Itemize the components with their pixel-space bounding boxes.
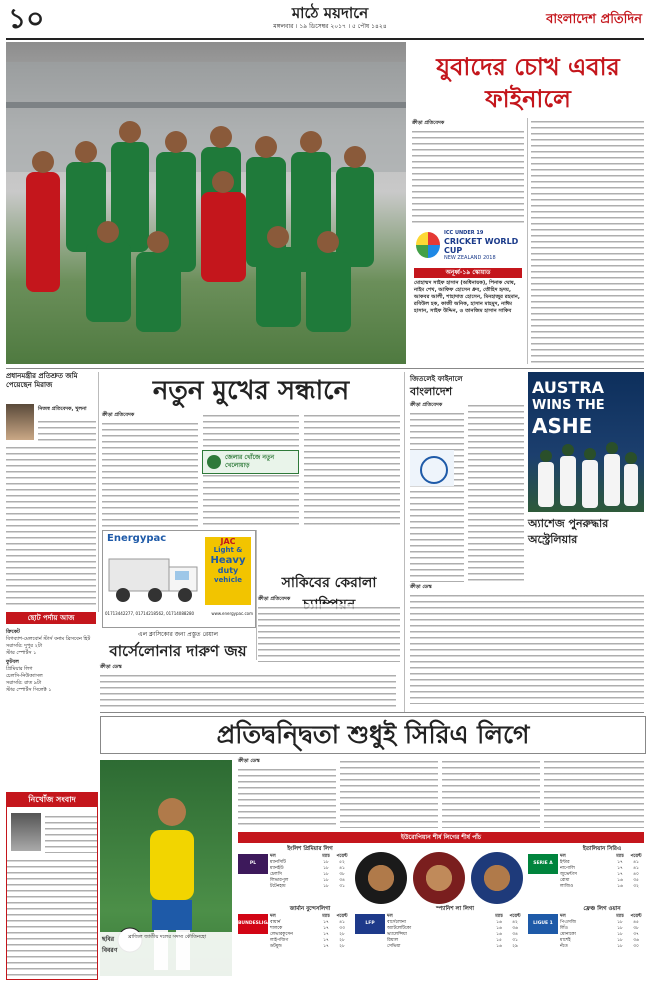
new-faces-byline: ক্রীড়া প্রতিবেদক (102, 412, 135, 418)
player-photo-2 (413, 852, 465, 904)
table-cell: ১৮ (617, 944, 623, 949)
ad-tag-3: duty (217, 566, 239, 575)
table-cell: ৩০ (633, 944, 639, 949)
table-cell: ৩৫ (633, 878, 639, 883)
clasico-byline: ক্রীড়া ডেস্ক (100, 664, 122, 670)
ashes-body (410, 584, 644, 704)
ad-tag-1: Light & (213, 546, 243, 554)
table-cell: ১৭ (323, 938, 329, 943)
table-cell: ৩২ (633, 884, 639, 889)
photo-caption (100, 932, 232, 976)
energypac-ad[interactable] (102, 530, 256, 628)
table-cell: ১৭ (617, 872, 623, 877)
missing-title: নিখোঁজ সংবাদ (7, 793, 97, 807)
lead-body-text-2 (531, 118, 644, 364)
table-cell: ১৬ (496, 920, 502, 925)
final-byline: ক্রীড়া প্রতিবেদক (410, 402, 443, 408)
table-cell: ১৬ (496, 944, 502, 949)
table-cell: ৩১ (339, 884, 345, 889)
table-cell: লাজিও (560, 884, 574, 889)
logo-sub: NEW ZEALAND 2018 (444, 255, 496, 261)
table-cell: বার্সেলোনা (387, 920, 407, 925)
miraj-photo (6, 404, 34, 440)
table-cell: ১৮ (617, 938, 623, 943)
table-cell: ১৫ (496, 938, 502, 943)
table-cell: লিঁও (560, 926, 568, 931)
header-cell: ম্যাচ (322, 854, 330, 859)
tv-schedule-title: ছোট পর্দায় আজ (6, 612, 96, 624)
minister-story (6, 372, 96, 608)
clasico-body (100, 664, 396, 708)
caption-text: ব্রাজিল জাতীয় দলের সদস্য কৌতিনহো (128, 934, 207, 940)
table-cell: ১৮ (617, 920, 623, 925)
player-photo-strip (355, 852, 523, 904)
lead-body-text (412, 128, 524, 224)
table-cell: লেভারকুসেন (270, 932, 293, 937)
tv-schedule-item: ফুটবল (6, 659, 19, 665)
header-cell: দল (270, 914, 276, 919)
table-cell: ভ্যালেন্সিয়া (387, 932, 407, 937)
league-logo: PL (238, 854, 268, 874)
ad-web: www.energypac.com (211, 611, 253, 616)
jac-logo: JAC (220, 537, 236, 546)
inset-label: জেলার খোঁজে নতুন খেলোয়াড় (225, 454, 275, 469)
table-cell: বায়ার্ন (270, 920, 281, 925)
league-table-row (560, 944, 644, 950)
caption-tag: ছবির বিবরণ (102, 936, 118, 954)
ashes-headline: অ্যাশেজ পুনরুদ্ধার অস্ট্রেলিয়ার (528, 517, 609, 546)
table-cell: অ্যাটলেটিকো (387, 926, 412, 931)
clasico-kicker: এল ক্লাসিকোর জন্য প্রস্তুত রেয়াল (138, 631, 218, 638)
league-name: ইতালিয়ান সিরিএ (582, 846, 622, 852)
header-cell: পয়েন্ট (509, 914, 521, 919)
page-number: ১০ (8, 2, 45, 35)
table-cell: ৩৩ (339, 926, 345, 931)
league-table-row (560, 884, 644, 890)
table-cell: ১৭ (617, 866, 623, 871)
logo-main: CRICKET WORLD CUP (444, 237, 519, 255)
player-photo-3 (471, 852, 523, 904)
tv-schedule-item: চেলসি-নিউক্যাসল (6, 673, 43, 679)
table-cell: ১৬ (617, 884, 623, 889)
header-cell: পয়েন্ট (336, 914, 348, 919)
europe-byline: ক্রীড়া ডেস্ক (238, 758, 260, 764)
table-cell: সেভিয়া (387, 944, 401, 949)
league-name: স্প্যানিশ লা লিগা (435, 906, 474, 912)
saff-logo (410, 450, 454, 486)
table-cell: ২৮ (339, 932, 345, 937)
cricketers-illustration (528, 442, 644, 512)
football-icon (207, 455, 221, 469)
table-cell: ১৮ (323, 866, 329, 871)
lead-body-col1 (412, 120, 524, 224)
tv-schedule (6, 612, 96, 788)
table-cell: জুভেন্টাস (560, 872, 578, 877)
header-cell: দল (560, 854, 566, 859)
table-cell: ৪১ (633, 860, 639, 865)
missing-notice (6, 792, 98, 980)
players-illustration (6, 42, 406, 364)
ashes-byline: ক্রীড়া ডেস্ক (410, 584, 432, 590)
header-cell: পয়েন্ট (336, 854, 348, 859)
league-table (528, 846, 644, 904)
table-cell: ৪০ (633, 872, 639, 877)
league-table (528, 906, 644, 976)
u19-world-cup-logo (414, 228, 522, 264)
ashes-photo (528, 372, 644, 512)
league-logo: LIGUE 1 (528, 914, 558, 934)
table-cell: ১৮ (323, 884, 329, 889)
table-cell: চেলসি (270, 872, 282, 877)
table-cell: ৩৮ (633, 926, 639, 931)
final-kicker: জিতলেই ফাইনালে (410, 375, 463, 383)
shakib-byline: ক্রীড়া প্রতিবেদক (258, 596, 291, 602)
lead-headline-line1: যুবাদের চোখ এবার (436, 52, 620, 81)
new-faces-inset (202, 450, 299, 474)
table-cell: ৪৫ (633, 920, 639, 925)
table-cell: ১৭ (323, 932, 329, 937)
saff-emblem-icon (420, 456, 448, 484)
header-cell: দল (387, 914, 393, 919)
ashes-photo-text-1: AUSTRA (532, 378, 605, 397)
table-cell: ১৬ (496, 932, 502, 937)
final-body (410, 402, 524, 582)
league-table (355, 906, 523, 976)
logo-top: ICC UNDER 19 (444, 230, 484, 236)
table-cell: ১৬ (496, 926, 502, 931)
table-cell: পিএসজি (560, 920, 577, 925)
masthead-rule (6, 38, 644, 40)
tv-schedule-item: সরাসরি: দুপুর ২টা (6, 643, 43, 649)
header-cell: দল (270, 854, 276, 859)
table-cell: ১৮ (617, 932, 623, 937)
header-cell: পয়েন্ট (630, 914, 642, 919)
table-cell: ডর্টমুন্ড (270, 944, 282, 949)
header-cell: দল (560, 914, 566, 919)
league-subheader: ইউরোপিয়ান শীর্ষ লিগের শীর্ষ পাঁচ (238, 832, 644, 843)
tv-schedule-item: বিগব্যাশ-মেলবোর্ন স্টার্স বনাম ব্রিসবেন হিট (6, 636, 91, 642)
table-cell: ম্যানসিটি (270, 860, 286, 865)
league-name: ফ্রেঞ্চ লিগ ওয়ান (583, 906, 621, 912)
table-cell: ৩৮ (339, 872, 345, 877)
ashes-photo-text-2: WINS THE (532, 398, 605, 413)
ad-tag-2: Heavy (210, 555, 246, 566)
table-cell: ৪১ (339, 920, 345, 925)
table-cell: টটেনহাম (270, 884, 286, 889)
league-table (238, 846, 350, 896)
team-celebration-photo (6, 42, 406, 364)
table-cell: লিভারপুল (270, 878, 289, 883)
league-name: ইংলিশ প্রিমিয়ার লিগ (287, 846, 333, 852)
minister-byline: নিজস্ব প্রতিবেদক, খুলনা (38, 406, 87, 412)
table-cell: ম্যানইউ (270, 866, 284, 871)
table-cell: নঁতে (560, 944, 568, 949)
lead-byline: ক্রীড়া প্রতিবেদক (412, 120, 445, 126)
missing-person-photo (11, 813, 41, 851)
table-cell: ৪১ (339, 866, 345, 871)
league-table-row (270, 944, 350, 950)
league-table-row (270, 884, 350, 890)
truck-image (107, 549, 203, 605)
tv-schedule-item: স্টার স্পোর্টস সিলেক্ট ১ (6, 687, 52, 693)
final-headline: বাংলাদেশ (410, 385, 453, 398)
table-cell: ১৭ (617, 860, 623, 865)
table-cell: লাইপজিগ (270, 938, 289, 943)
table-cell: ৩১ (512, 938, 518, 943)
player-photo-1 (355, 852, 407, 904)
tv-schedule-item: ক্রিকেট (6, 629, 20, 635)
header-cell: ম্যাচ (322, 914, 330, 919)
table-cell: মোনাকো (560, 932, 576, 937)
table-cell: মার্শেই (560, 938, 571, 943)
section-title: মাঠে ময়দানে (291, 4, 369, 22)
table-cell: শালকে (270, 926, 283, 931)
header-cell: পয়েন্ট (630, 854, 642, 859)
cup-emblem-icon (416, 232, 440, 258)
squad-list: মোহাম্মদ সাইফ হাসান (অধিনায়ক), পিনাক ঘোষ, নাইম শেখ, আফিফ হোসেন ধ্রুব, তৌহিদ হৃদয়, আকবর আলী, শাহাদাত হোসেন, মিনহাজুর রহমান, রবিউল হক, কাজী অনিক, হাসান মাহমুদ, নাঈম হাসান, সাইফ উদ্দিন, ও তানজিম হাসান সাকিব (414, 280, 520, 314)
tv-schedule-items (6, 624, 96, 694)
europe-body (238, 758, 644, 828)
league-logo: BUNDESLIGA (238, 914, 268, 934)
table-cell: রিয়াল (387, 938, 399, 943)
tv-schedule-item: প্রিমিয়ার লিগ (6, 666, 33, 672)
header-cell: ম্যাচ (616, 914, 624, 919)
table-cell: ১৬ (617, 878, 623, 883)
table-cell: ১৮ (323, 860, 329, 865)
table-cell: ৩৬ (512, 926, 518, 931)
shakib-body (258, 596, 400, 662)
lead-body-col2 (531, 118, 644, 364)
ad-phones: 01713442277, 01714218562, 01714088280 (105, 611, 195, 616)
league-table (238, 906, 350, 976)
table-cell: ১৮ (323, 872, 329, 877)
squad-title: অনূর্ধ্ব-১৯ স্কোয়াড (414, 268, 522, 278)
table-cell: ৩৬ (633, 938, 639, 943)
ashes-photo-text-3: ASHE (532, 414, 593, 438)
table-cell: নাপোলি (560, 866, 575, 871)
clasico-headline: বার্সেলোনার দারুণ জয় (109, 642, 247, 660)
header-cell: ম্যাচ (495, 914, 503, 919)
league-table-row (387, 944, 523, 950)
energypac-logo: Energypac (107, 533, 167, 544)
table-cell: ২৯ (512, 944, 518, 949)
tv-schedule-item: স্টার স্পোর্টস ১ (6, 650, 37, 656)
table-cell: ৩৪ (512, 932, 518, 937)
table-cell: ২৮ (339, 944, 345, 949)
table-cell: ১৭ (323, 944, 329, 949)
tv-schedule-item: সরাসরি: রাত ৯টা (6, 680, 42, 686)
table-cell: ৩৪ (339, 878, 345, 883)
minister-body-text (6, 444, 96, 608)
date-line: মঙ্গলবার । ১৯ ডিসেম্বর ২০১৭ । ৫ পৌষ ১৪২৪ (273, 23, 387, 30)
new-faces-headline: নতুন মুখের সন্ধানে (152, 376, 350, 406)
table-cell: ১৮ (323, 878, 329, 883)
publication-logo: বাংলাদেশ প্রতিদিন (546, 12, 642, 27)
league-name: জার্মান বুন্দেসলিগা (289, 906, 331, 912)
league-logo: SERIE A (528, 854, 558, 874)
table-cell: ১৮ (617, 926, 623, 931)
table-cell: রোমা (560, 878, 570, 883)
table-cell: ৫২ (339, 860, 345, 865)
table-cell: ৪২ (512, 920, 518, 925)
ad-tag-4: vehicle (214, 576, 242, 584)
minister-headline: প্রধানমন্ত্রীর প্রতিশ্রুত জমি পেয়েছেন মিরাজ (6, 372, 78, 389)
table-cell: ২৮ (339, 938, 345, 943)
table-cell: ১৭ (323, 920, 329, 925)
table-cell: ১৭ (323, 926, 329, 931)
header-cell: ম্যাচ (616, 854, 624, 859)
shakib-headline: সাকিবের কেরালা (281, 575, 377, 591)
table-cell: ৩৭ (633, 932, 639, 937)
league-logo: LFP (355, 914, 385, 934)
table-cell: ৪১ (633, 866, 639, 871)
table-cell: ইন্টার (560, 860, 570, 865)
lead-headline-line2: ফাইনালে (485, 84, 571, 113)
europe-headline: প্রতিদ্বন্দ্বিতা শুধুই সিরিএ লিগে (100, 716, 646, 754)
